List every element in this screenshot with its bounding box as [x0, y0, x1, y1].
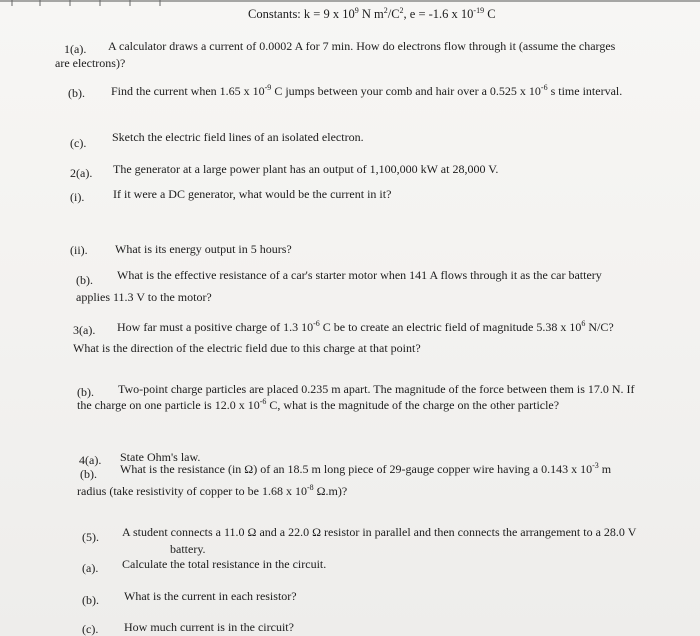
constants-header: Constants: k = 9 x $10^9$ N $m^2/C^2$, e = -1.6 x $10^{-19}$ C — [248, 6, 496, 21]
q5-label: (5). — [82, 530, 99, 544]
q5a-text: Calculate the total resistance in the circuit. — [122, 557, 327, 571]
q1c-text: Sketch the electric field lines of an isolated electron. — [112, 130, 364, 144]
q4a-text: State Ohm's law. — [120, 450, 201, 464]
q5c-label: (c). — [82, 622, 99, 636]
q1a-text-line1: A calculator draws a current of 0.0002 A for 7 min. How do electrons flow through it (assume the charges — [108, 39, 616, 53]
q1b-label: (b). — [68, 86, 85, 100]
q3b-text-line1: Two-point charge particles are placed 0.235 m apart. The magnitude of the force between them is 17.0 N. If — [118, 382, 635, 396]
q5a-label: (a). — [82, 561, 99, 575]
q2b-text-line2: applies 11.3 V to the motor? — [76, 290, 212, 304]
q2i-label: (i). — [70, 190, 85, 204]
q5-text-line2: battery. — [170, 542, 206, 556]
q4b-label: (b). — [80, 467, 97, 481]
q3a-text-line1: How far must a positive charge of 1.3 $10^{-6}$ C be to create an electric field of magnitude 5.38 x $10^6$ N/C? — [117, 319, 614, 334]
q2a-label: 2(a). — [70, 166, 93, 180]
q4a-label: 4(a). — [79, 453, 102, 467]
q4b-text-line1: What is the resistance (in Ω) of an 18.5 m long piece of 29-gauge copper wire having a 0.143 x $10^{-3}$ m — [120, 461, 612, 476]
q3b-label: (b). — [77, 385, 94, 399]
q3a-text-line2: What is the direction of the electric field due to this charge at that point? — [73, 341, 421, 355]
q2ii-text: What is its energy output in 5 hours? — [115, 242, 292, 256]
constants-prefix: Constants: k = 9 x 10 — [248, 7, 355, 21]
q2a-text: The generator at a large power plant has an output of 1,100,000 kW at 28,000 V. — [113, 162, 499, 176]
q2b-label: (b). — [76, 273, 93, 287]
q1c-label: (c). — [70, 136, 87, 150]
q1a-text-line2: are electrons)? — [55, 56, 126, 70]
q2ii-label: (ii). — [70, 243, 88, 257]
q2i-text: If it were a DC generator, what would be the current in it? — [113, 187, 392, 201]
q1b-text: Find the current when 1.65 x $10^{-9}$ C jumps between your comb and hair over a 0.525 x $10^{-6}$ s time interval. — [111, 83, 623, 98]
q3b-text-line2: the charge on one particle is 12.0 x $10^{-6}$ C, what is the magnitude of the charge on the other particle? — [77, 397, 560, 412]
q1a-label: 1(a). — [64, 42, 87, 56]
q5c-text: How much current is in the circuit? — [124, 620, 294, 634]
q3a-label: 3(a). — [73, 323, 96, 337]
q5b-text: What is the current in each resistor? — [124, 589, 297, 603]
q4b-text-line2: radius (take resistivity of copper to be 1.68 x $10^{-8}$ Ω.m)? — [77, 483, 348, 498]
q2b-text-line1: What is the effective resistance of a car's starter motor when 141 A flows through it as the car battery — [117, 268, 602, 282]
q5b-label: (b). — [82, 593, 99, 607]
q5-text-line1: A student connects a 11.0 Ω and a 22.0 Ω resistor in parallel and then connects the arrangement to a 28.0 V — [122, 525, 637, 539]
